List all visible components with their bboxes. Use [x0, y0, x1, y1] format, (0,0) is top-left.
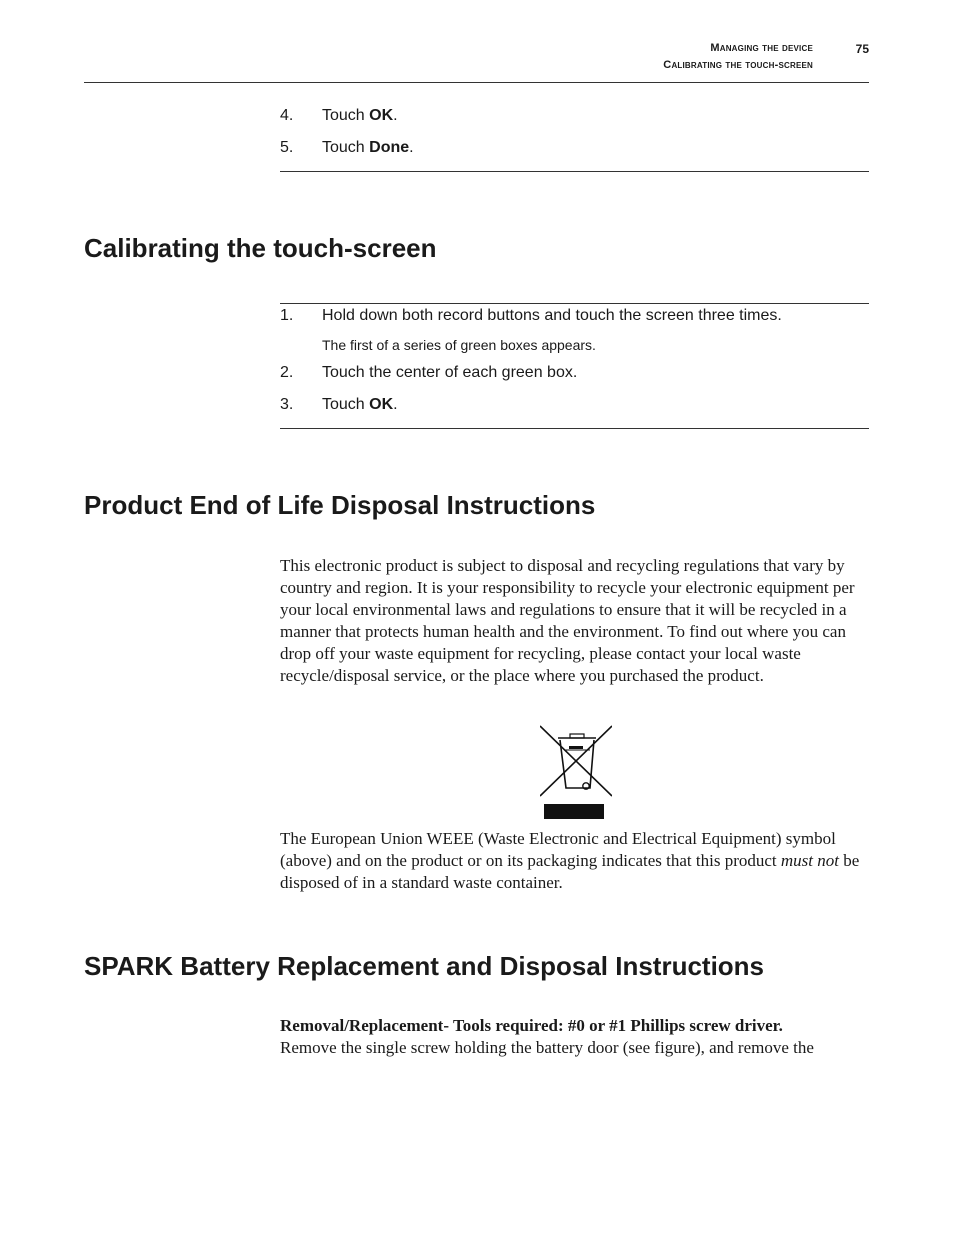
- step-number: 5.: [280, 139, 294, 156]
- running-header-section: Managing the device: [710, 42, 813, 54]
- heading-battery: SPARK Battery Replacement and Disposal Instructions: [84, 951, 765, 981]
- battery-instruction: Remove the single screw holding the battery door (see figure), and remove the: [280, 1038, 814, 1057]
- heading-disposal: Product End of Life Disposal Instructions: [84, 490, 596, 520]
- page-number: 75: [855, 42, 869, 56]
- calibrate-step-1: [280, 307, 782, 325]
- steps-end-rule: [280, 171, 869, 172]
- calibrate-step-2: [280, 364, 577, 382]
- step-5: 5. Touch Done.: [280, 139, 414, 156]
- header-rule: [84, 82, 869, 83]
- calibrate-step-3: 3. Touch OK.: [280, 396, 398, 413]
- step-number: 2.: [280, 364, 294, 381]
- step-number: 3.: [280, 396, 294, 413]
- step-number: 4.: [280, 107, 294, 124]
- calibrate-step-1-note: The first of a series of green boxes appears.: [322, 337, 596, 353]
- battery-paragraph: [280, 1015, 872, 1059]
- running-header-subsection: Calibrating the touch-screen: [663, 59, 813, 71]
- disposal-paragraph: This electronic product is subject to disposal and recycling regulations that vary by country and region. It is your responsibility to recycle your electronic equipment per your local environmental laws and regulations to ensure that it will be recycled in a manner that protects human health and the environment. To find out where you can drop off your waste equipment for recycling, please contact your local waste recycle/disposal service, or the place where you purchased the product.: [280, 556, 855, 685]
- step-bold: Done: [369, 139, 410, 156]
- step-bold: OK: [369, 396, 394, 413]
- step-text: Touch: [322, 139, 370, 156]
- step-bold: OK: [369, 107, 394, 124]
- step-4: 4. Touch OK.: [280, 107, 398, 124]
- heading-calibrating: Calibrating the touch-screen: [84, 233, 437, 263]
- calibrate-end-rule: [280, 428, 869, 429]
- weee-paragraph: The European Union WEEE (Waste Electronic and Electrical Equipment) symbol (above) and on the product or on its packaging indicates that this product must not be disposed of in a standard waste container.: [280, 829, 860, 892]
- step-text: Touch: [322, 396, 370, 413]
- step-text: Touch the center of each green box.: [322, 364, 578, 381]
- step-text: Touch: [322, 107, 370, 124]
- weee-crossed-bin-icon: [540, 724, 612, 820]
- emphasis-must-not: must not: [780, 851, 839, 870]
- step-text: Hold down both record buttons and touch the screen three times.: [322, 307, 782, 324]
- battery-tools-line: Removal/Replacement- Tools required: #0 or #1 Phillips screw driver.: [280, 1016, 783, 1035]
- calibrate-start-rule: [280, 303, 869, 304]
- step-number: 1.: [280, 307, 294, 324]
